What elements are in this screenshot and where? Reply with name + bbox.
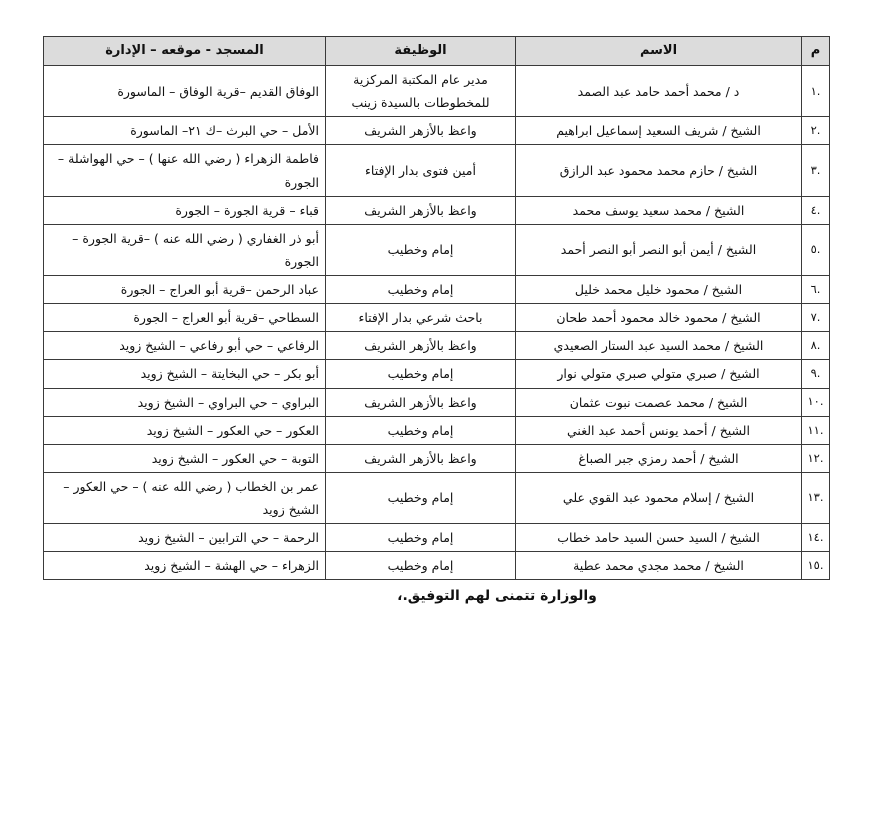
table-header-row <box>44 37 830 66</box>
row-number: .١٣ <box>802 472 830 523</box>
row-job: إمام وخطيب <box>326 524 516 552</box>
row-name: الشيخ / السيد حسن السيد حامد خطاب <box>516 524 802 552</box>
document-sheet <box>44 36 830 604</box>
row-number: .٤ <box>802 196 830 224</box>
row-job: مدير عام المكتبة المركزية للمخطوطات بالسيدة زينب <box>326 66 516 117</box>
row-mosque: البراوي – حي البراوي – الشيخ زويد <box>44 388 326 416</box>
row-name: د / محمد أحمد حامد عبد الصمد <box>516 66 802 117</box>
row-job: إمام وخطيب <box>326 360 516 388</box>
row-mosque: الوفاق القديم –قرية الوفاق – الماسورة <box>44 66 326 117</box>
row-mosque: أبو بكر – حي البخايتة – الشيخ زويد <box>44 360 326 388</box>
row-name: الشيخ / محمود خليل محمد خليل <box>516 276 802 304</box>
row-job: إمام وخطيب <box>326 552 516 580</box>
table-body <box>44 66 830 580</box>
row-mosque: التوبة – حي العكور – الشيخ زويد <box>44 444 326 472</box>
row-number: .٥ <box>802 224 830 275</box>
row-name: الشيخ / محمد السيد عبد الستار الصعيدي <box>516 332 802 360</box>
table-row <box>44 332 830 360</box>
row-job: إمام وخطيب <box>326 416 516 444</box>
row-name: الشيخ / شريف السعيد إسماعيل ابراهيم <box>516 117 802 145</box>
row-name: الشيخ / أحمد رمزي جبر الصباغ <box>516 444 802 472</box>
table-row <box>44 145 830 196</box>
row-name: الشيخ / أيمن أبو النصر أبو النصر أحمد <box>516 224 802 275</box>
row-mosque: الزهراء – حي الهشة – الشيخ زويد <box>44 552 326 580</box>
table-row <box>44 117 830 145</box>
table-row <box>44 444 830 472</box>
row-job: إمام وخطيب <box>326 472 516 523</box>
row-number: .٨ <box>802 332 830 360</box>
row-job: أمين فتوى بدار الإفتاء <box>326 145 516 196</box>
row-number: .٧ <box>802 304 830 332</box>
row-name: الشيخ / إسلام محمود عبد القوي علي <box>516 472 802 523</box>
row-number: .١٠ <box>802 388 830 416</box>
row-name: الشيخ / حازم محمد محمود عبد الرازق <box>516 145 802 196</box>
row-mosque: عباد الرحمن –قرية أبو العراج – الجورة <box>44 276 326 304</box>
row-number: .١٥ <box>802 552 830 580</box>
table-row <box>44 276 830 304</box>
row-name: الشيخ / محمد عصمت نبوت عثمان <box>516 388 802 416</box>
row-number: .٢ <box>802 117 830 145</box>
closing-note: والوزارة تتمنى لهم التوفيق.، <box>397 588 597 605</box>
row-name: الشيخ / صبري متولي صبري متولي نوار <box>516 360 802 388</box>
table-row <box>44 416 830 444</box>
header-num: م <box>802 37 830 66</box>
row-name: الشيخ / أحمد يونس أحمد عبد الغني <box>516 416 802 444</box>
table-row <box>44 472 830 523</box>
table-row <box>44 524 830 552</box>
row-mosque: العكور – حي العكور – الشيخ زويد <box>44 416 326 444</box>
table-row <box>44 196 830 224</box>
row-number: .١ <box>802 66 830 117</box>
header-job: الوظيفة <box>326 37 516 66</box>
row-mosque: الرحمة – حي الترابين – الشيخ زويد <box>44 524 326 552</box>
header-mosque: المسجد - موقعه – الإدارة <box>44 37 326 66</box>
table-row <box>44 224 830 275</box>
row-mosque: الأمل – حي البرث –ك ٢١– الماسورة <box>44 117 326 145</box>
preachers-table <box>43 36 830 580</box>
row-job: واعظ بالأزهر الشريف <box>326 444 516 472</box>
row-job: باحث شرعي بدار الإفتاء <box>326 304 516 332</box>
row-mosque: قباء – قرية الجورة – الجورة <box>44 196 326 224</box>
row-number: .٣ <box>802 145 830 196</box>
row-number: .٦ <box>802 276 830 304</box>
row-number: .١١ <box>802 416 830 444</box>
row-job: واعظ بالأزهر الشريف <box>326 196 516 224</box>
row-name: الشيخ / محمد مجدي محمد عطية <box>516 552 802 580</box>
row-number: .١٢ <box>802 444 830 472</box>
header-name: الاسم <box>516 37 802 66</box>
row-job: واعظ بالأزهر الشريف <box>326 332 516 360</box>
table-row <box>44 388 830 416</box>
row-mosque: السطاحي –قرية أبو العراج – الجورة <box>44 304 326 332</box>
table-row <box>44 552 830 580</box>
row-job: إمام وخطيب <box>326 276 516 304</box>
row-name: الشيخ / محمود خالد محمود أحمد طحان <box>516 304 802 332</box>
row-mosque: فاطمة الزهراء ( رضي الله عنها ) – حي الهواشلة – الجورة <box>44 145 326 196</box>
row-job: واعظ بالأزهر الشريف <box>326 388 516 416</box>
row-job: واعظ بالأزهر الشريف <box>326 117 516 145</box>
row-number: .٩ <box>802 360 830 388</box>
table-row <box>44 304 830 332</box>
row-name: الشيخ / محمد سعيد يوسف محمد <box>516 196 802 224</box>
table-row <box>44 66 830 117</box>
row-mosque: أبو ذر الغفاري ( رضي الله عنه ) –قرية الجورة – الجورة <box>44 224 326 275</box>
row-mosque: الرفاعي – حي أبو رفاعي – الشيخ زويد <box>44 332 326 360</box>
row-number: .١٤ <box>802 524 830 552</box>
row-mosque: عمر بن الخطاب ( رضي الله عنه ) – حي العكور – الشيخ زويد <box>44 472 326 523</box>
row-job: إمام وخطيب <box>326 224 516 275</box>
table-row <box>44 360 830 388</box>
